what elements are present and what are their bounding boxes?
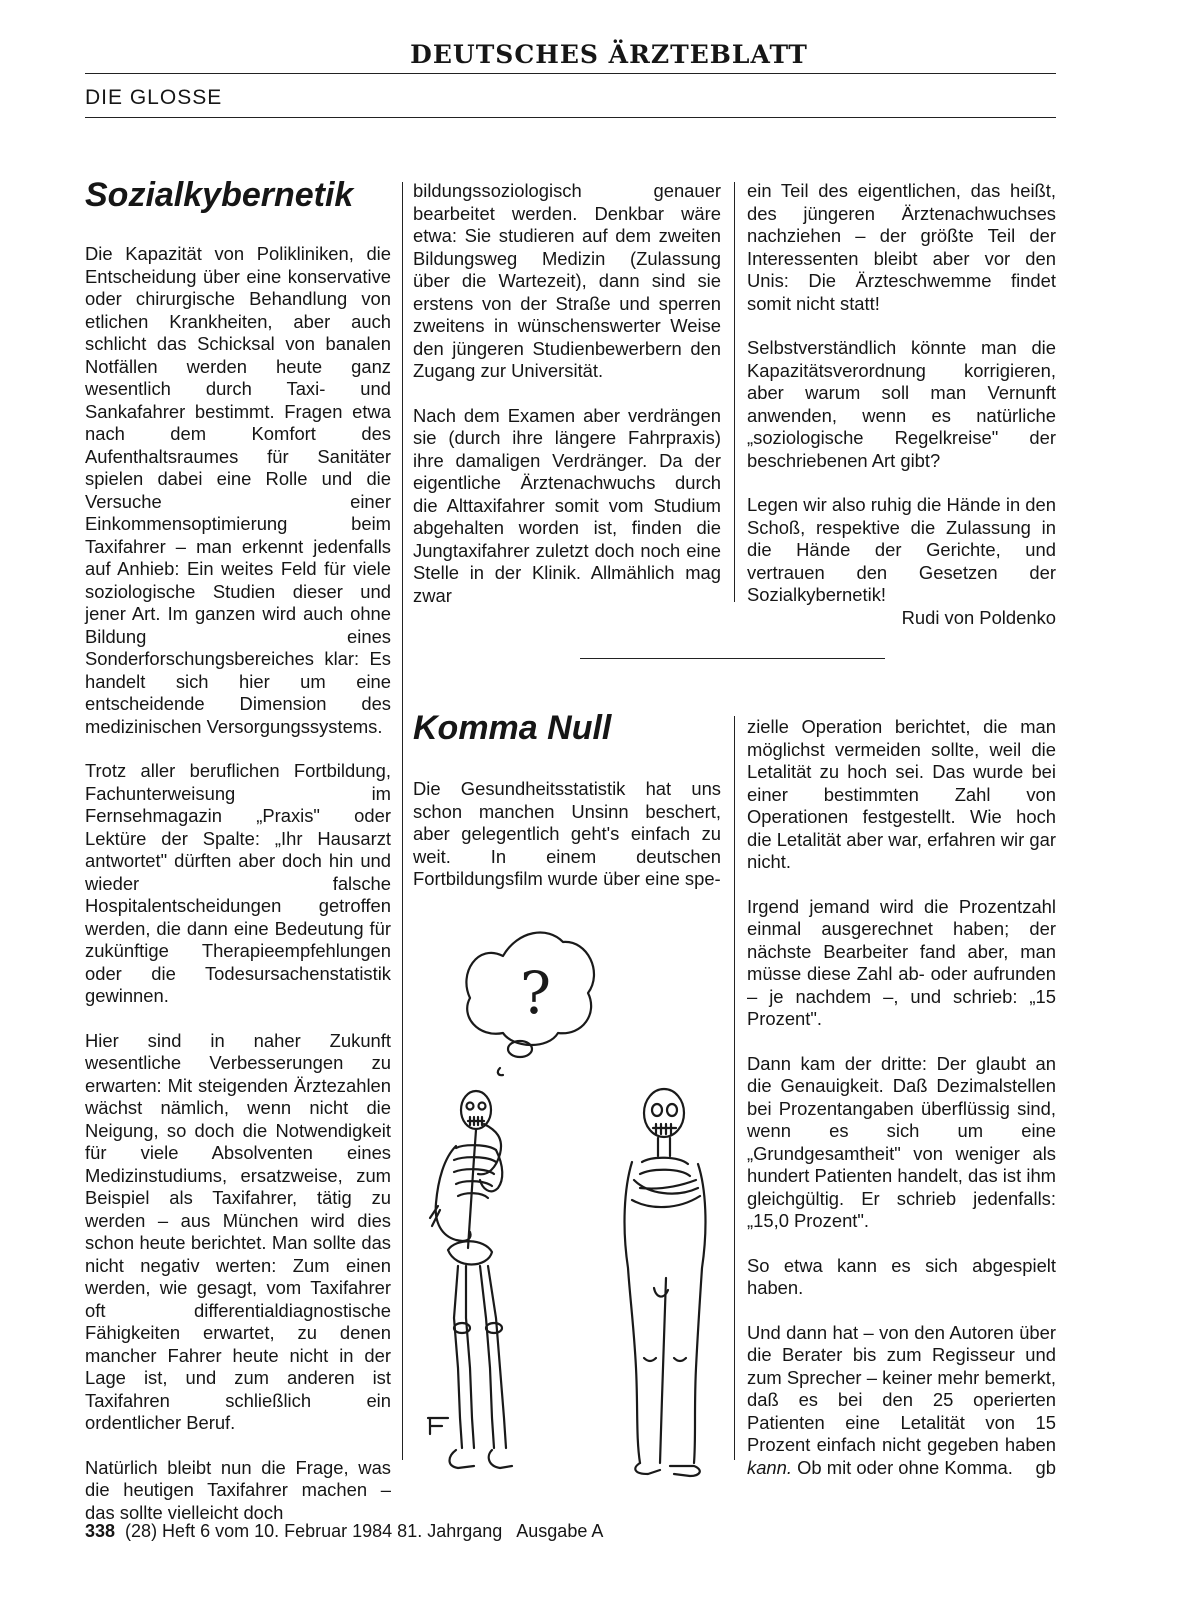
paragraph <box>747 1322 1056 1480</box>
article2-column-1 <box>413 778 721 891</box>
column-divider <box>734 182 735 602</box>
column-divider <box>402 182 403 1460</box>
skeleton-drawing <box>408 918 724 1478</box>
thought-bubble-tiny <box>498 1068 503 1075</box>
paragraph: zielle Operation berichtet, die man möglichst vermeiden sollte, weil die Letalität zu hoch sei. Das wurde bei einer bestimmten Zahl von Operationen festgestellt. Wie hoch die Letalität aber war, erfahren wir gar nicht. <box>747 716 1056 872</box>
paragraph: Dann kam der dritte: Der glaubt an die Genauigkeit. Daß Dezimalstellen bei Prozentangaben überflüssig sind, wenn es sich um eine „Grundgesamtheit" von weniger als hundert Patienten handelt, das ist ihm gleichgültig. Er schrieb jedenfalls: „15,0 Prozent". <box>747 1052 1056 1231</box>
paragraph: So etwa kann es sich abgespielt haben. <box>747 1254 1056 1298</box>
left-skeleton <box>428 1091 512 1468</box>
paragraph-text: Und dann hat – von den Autoren über die Berater bis zum Regisseur und zum Sprecher – keiner mehr bemerkt, daß es bei den 25 operierten Patienten eine Letalität von 15 Prozent einfach nicht gegeben haben <box>747 1321 1056 1455</box>
right-skeleton <box>625 1089 706 1476</box>
article1-title: Sozialkybernetik <box>85 176 354 214</box>
page-number: 338 <box>85 1521 116 1541</box>
paragraph: Natürlich bleibt nun die Frage, was die heutigen Taxifahrer machen – das sollte vielleicht doch <box>85 1456 391 1523</box>
article1-column-3 <box>747 180 1056 629</box>
article2-signature: gb <box>1035 1456 1056 1478</box>
paragraph: Legen wir also ruhig die Hände in den Schoß, respektive die Zulassung in die Hände der Gerichte, und vertrauen den Gesetzen der Sozialkybernetik! <box>747 494 1056 605</box>
article2-title: Komma Null <box>413 709 612 747</box>
article1-column-1 <box>85 243 391 1524</box>
paragraph: Die Gesundheitsstatistik hat uns schon manchen Unsinn beschert, aber gelegentlich geht's einfach zu weit. In einem deutschen Fortbildungsfilm wurde über eine spe- <box>413 778 721 889</box>
article2-column-2 <box>747 716 1056 1479</box>
paragraph: Die Kapazität von Polikliniken, die Entscheidung über eine konservative oder chirurgische Behandlung von etlichen Krankheiten, aber auch schlicht das Schicksal von banalen Notfällen werden heute ganz wesentlich durch Taxi- und Sankafahrer bestimmt. Fragen etwa nach dem Komfort des Aufenthaltsraumes für Sanitäter spielen dabei eine Rolle und die Versuche einer Einkommensoptimierung beim Taxifahrer – man erkennt jedenfalls auf Anhieb: Ein weites Feld für viele soziologische Studien dieser und jener Art. Im ganzen wird auch ohne Bildung eines Sonderforschungsbereiches klar: Es handelt sich hier um eine entscheidende Dimension des medizinischen Versorgungssystems. <box>85 243 391 737</box>
article-separator <box>580 658 885 659</box>
paragraph: bildungssoziologisch genauer bearbeitet werden. Denkbar wäre etwa: Sie studieren auf dem zweiten Bildungsweg Medizin (Zulassung über die Wartezeit), dann sind sie erstens von der Straße und sperren zweitens in wünschenswerter Weise den jüngeren Studienbewerbern den Zugang zur Universität. <box>413 180 721 381</box>
paragraph: Hier sind in naher Zukunft wesentliche Verbesserungen zu erwarten: Mit steigenden Ärztezahlen wächst nämlich, wenn nicht die Neigung, so doch die Notwendigkeit für viele Absolventen eines Medizinstudiums, ersatzweise, zum Beispiel als Taxifahrer, tätig zu werden – aus München wird dies schon heute berichtet. Man sollte das nicht negativ werten: Zum einen werden, wie gesagt, vom Taxifahrer oft differentialdiagnostische Fähigkeiten erwartet, zu denen mancher Fahrer heute nicht in der Lage ist, und zum anderen ist Taxifahren schließlich ein ordentlicher Beruf. <box>85 1029 391 1433</box>
article1-column-2 <box>413 180 721 607</box>
question-mark: ? <box>520 959 552 1027</box>
paragraph: Selbstverständlich könnte man die Kapazitätsverordnung korrigieren, aber warum soll man Vernunft anwenden, wenn es natürliche „soziologische Regelkreise" der beschriebenen Art gibt? <box>747 337 1056 471</box>
paragraph-text: Ob mit oder ohne Komma. <box>797 1456 1013 1478</box>
column-divider <box>734 716 735 1460</box>
paragraph: Nach dem Examen aber verdrängen sie (durch ihre längere Fahrpraxis) ihre damaligen Verdränger. Da der eigentliche Ärztenachwuchs durch die Alttaxifahrer somit vom Studium abgehalten worden ist, finden die Jungtaxifahrer zuletzt doch noch eine Stelle in der Klinik. Allmählich mag zwar <box>413 404 721 606</box>
emphasis: kann. <box>747 1456 792 1478</box>
journal-masthead: DEUTSCHES ÄRZTEBLATT <box>410 40 808 69</box>
article1-signature: Rudi von Poldenko <box>901 606 1056 628</box>
paragraph: ein Teil des eigentlichen, das heißt, des jüngeren Ärztenachwuchses nachziehen – der größte Teil der Interessenten bleibt aber vor den Unis: Die Ärzteschwemme findet somit nicht statt! <box>747 180 1056 314</box>
page-footer <box>85 1521 603 1542</box>
header-rule-bottom <box>85 117 1056 118</box>
skeleton-illustration <box>408 918 724 1478</box>
section-label: DIE GLOSSE <box>85 86 223 109</box>
issue-info: (28) Heft 6 vom 10. Februar 1984 81. Jahrgang Ausgabe A <box>125 1521 604 1541</box>
header-rule-top <box>85 73 1056 74</box>
paragraph: Trotz aller beruflichen Fortbildung, Fachunterweisung im Fernsehmagazin „Praxis" oder Lektüre der Spalte: „Ihr Hausarzt antwortet" dürften aber doch hin und wieder falsche Hospitalentscheidungen getroffen werden, die dann eine Bedeutung für zukünftige Therapieempfehlungen oder die Todesursachenstatistik gewinnen. <box>85 760 391 1006</box>
paragraph: Irgend jemand wird die Prozentzahl einmal ausgerechnet haben; der nächste Bearbeiter fand aber, man müsse diese Zahl ab- oder aufrunden – je nachdem –, und schrieb: „15 Prozent". <box>747 895 1056 1029</box>
